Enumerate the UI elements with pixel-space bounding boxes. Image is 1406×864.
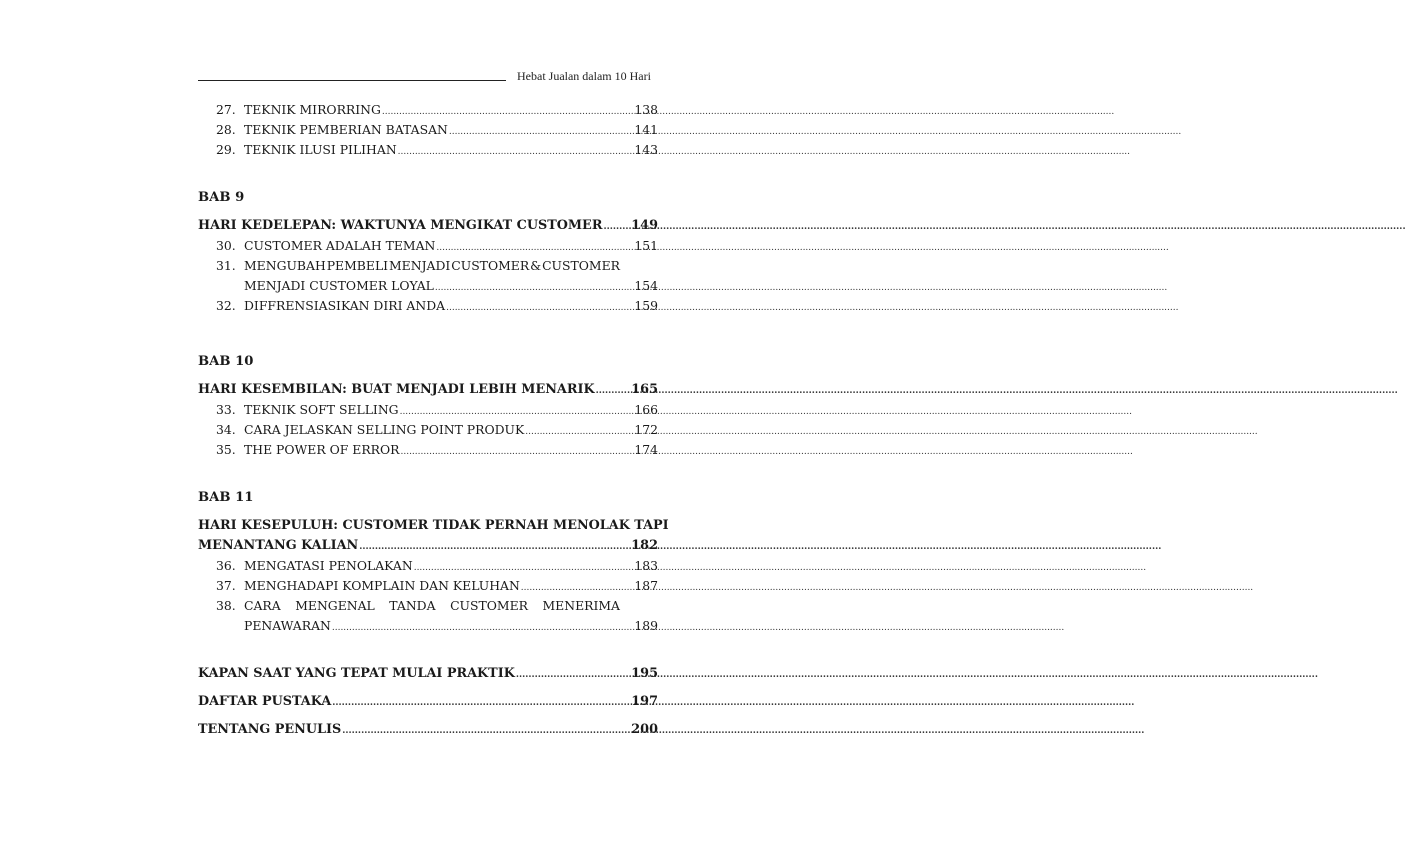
label-word: CUSTOMER (542, 258, 620, 273)
running-header: Hebat Jualan dalam 10 Hari (517, 69, 651, 83)
item-label: TEKNIK PEMBERIAN BATASAN (244, 122, 448, 137)
item-label-justified (244, 596, 620, 616)
label-word: MENGUBAH (244, 258, 326, 273)
item-label: CARA JELASKAN SELLING POINT PRODUK (244, 422, 525, 437)
toc-item (198, 596, 658, 616)
dot-leader (382, 102, 633, 122)
dot-leader (342, 721, 630, 741)
page-number: 143 (634, 142, 658, 157)
toc-item (198, 400, 658, 420)
label-word: & (530, 258, 542, 273)
chapter-entry (198, 380, 658, 400)
end-section-entry (198, 664, 658, 684)
dot-leader (436, 238, 633, 258)
page-number: 189 (634, 618, 658, 633)
section-label: TENTANG PENULIS (198, 722, 342, 737)
dot-leader (596, 381, 631, 401)
label-word: CUSTOMER (451, 258, 530, 273)
item-label: DIFFRENSIASIKAN DIRI ANDA (244, 298, 446, 313)
page-number: 187 (634, 578, 658, 593)
dot-leader (332, 693, 630, 713)
item-number: 30. (216, 238, 236, 253)
item-number: 38. (216, 598, 236, 613)
bab-heading: BAB 11 (198, 490, 254, 505)
bab-heading: BAB 9 (198, 190, 245, 205)
toc-item (198, 256, 658, 276)
chapter-entry-line1 (198, 516, 669, 536)
item-number: 35. (216, 442, 236, 457)
end-section-entry (198, 692, 658, 712)
dot-leader (359, 537, 630, 557)
item-number: 37. (216, 578, 236, 593)
chapter-label: HARI KESEPULUH: CUSTOMER TIDAK PERNAH MENOLAK TAPI (198, 518, 669, 533)
page-number: 149 (631, 218, 658, 233)
chapter-label: HARI KESEMBILAN: BUAT MENJADI LEBIH MENARIK (198, 382, 595, 397)
item-number: 28. (216, 122, 236, 137)
dot-leader (521, 578, 634, 598)
chapter-label: HARI KEDELEPAN: WAKTUNYA MENGIKAT CUSTOMER (198, 218, 603, 233)
chapter-entry (198, 216, 658, 236)
toc-item (198, 236, 658, 256)
page-number: 138 (634, 102, 658, 117)
toc-item (198, 420, 658, 440)
item-number: 29. (216, 142, 236, 157)
toc-item (198, 296, 658, 316)
item-label: TEKNIK SOFT SELLING (244, 402, 399, 417)
dot-leader (400, 442, 633, 462)
dot-leader (525, 422, 633, 442)
page-number: 195 (631, 666, 658, 681)
label-word: CUSTOMER (450, 598, 528, 613)
chapter-entry-line2 (198, 536, 658, 556)
page-number: 166 (634, 402, 658, 417)
page-number: 183 (634, 558, 658, 573)
dot-leader (398, 142, 634, 162)
page-number: 197 (631, 694, 658, 709)
label-word: TANDA (389, 598, 436, 613)
table-of-contents (198, 100, 669, 740)
item-number: 32. (216, 298, 236, 313)
page-number: 200 (631, 722, 658, 737)
dot-leader (516, 665, 630, 685)
toc-item (198, 576, 658, 596)
toc-item-continuation (198, 276, 658, 296)
page-number: 154 (634, 278, 658, 293)
item-number: 31. (216, 258, 236, 273)
header-rule (198, 80, 506, 81)
label-word: MENJADI (389, 258, 451, 273)
toc-item (198, 140, 658, 160)
label-word: MENERIMA (542, 598, 620, 613)
item-label-justified (244, 256, 620, 276)
section-label: DAFTAR PUSTAKA (198, 694, 332, 709)
dot-leader (435, 278, 633, 298)
item-label: PENAWARAN (244, 618, 331, 633)
item-label: MENJADI CUSTOMER LOYAL (244, 278, 434, 293)
dot-leader (414, 558, 634, 578)
bab-heading: BAB 10 (198, 354, 254, 369)
dot-leader (400, 402, 634, 422)
page-number: 141 (634, 122, 658, 137)
page-number: 159 (634, 298, 658, 313)
page-number: 165 (631, 382, 658, 397)
toc-item (198, 120, 658, 140)
label-word: PEMBELI (326, 258, 389, 273)
page-number: 172 (634, 422, 658, 437)
page-number: 151 (634, 238, 658, 253)
item-number: 27. (216, 102, 236, 117)
dot-leader (332, 618, 633, 638)
dot-leader (449, 122, 633, 142)
toc-item (198, 556, 658, 576)
item-number: 36. (216, 558, 236, 573)
page-number: 174 (634, 442, 658, 457)
item-label: MENGATASI PENOLAKAN (244, 558, 413, 573)
item-number: 34. (216, 422, 236, 437)
item-label: MENGHADAPI KOMPLAIN DAN KELUHAN (244, 578, 520, 593)
label-word: CARA (244, 598, 281, 613)
item-label: TEKNIK ILUSI PILIHAN (244, 142, 397, 157)
toc-item (198, 440, 658, 460)
page-number: 182 (631, 538, 658, 553)
section-label: KAPAN SAAT YANG TEPAT MULAI PRAKTIK (198, 666, 515, 681)
dot-leader (603, 217, 630, 237)
item-number: 33. (216, 402, 236, 417)
item-label: THE POWER OF ERROR (244, 442, 400, 457)
toc-item (198, 100, 658, 120)
chapter-label: MENANTANG KALIAN (198, 538, 359, 553)
item-label: TEKNIK MIRORRING (244, 102, 381, 117)
dot-leader (446, 298, 633, 318)
item-label: CUSTOMER ADALAH TEMAN (244, 238, 436, 253)
label-word: MENGENAL (295, 598, 375, 613)
toc-item-continuation (198, 616, 658, 636)
end-section-entry (198, 720, 658, 740)
